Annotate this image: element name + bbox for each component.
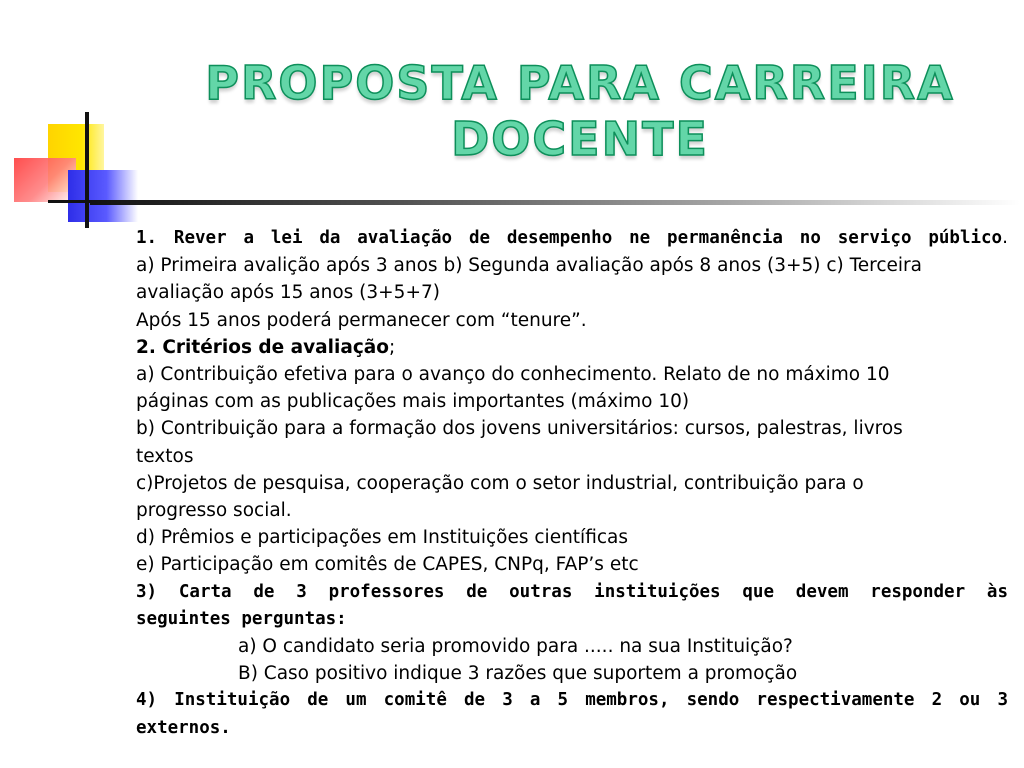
section-1-heading: 1. Rever a lei da avaliação de desempenho ne permanência no serviço público. (136, 227, 1008, 248)
title-line-1: PROPOSTA PARA CARREIRA (205, 56, 955, 110)
slide-title (140, 55, 1020, 167)
section-2-item-d: d) Prêmios e participações em Instituições científicas (136, 527, 628, 549)
section-3-heading-2: seguintes perguntas: (136, 608, 347, 629)
section-2-item-e: e) Participação em comitês de CAPES, CNPq, FAP’s etc (136, 554, 639, 576)
section-2-item-a-2: páginas com as publicações mais importantes (máximo 10) (136, 391, 690, 413)
section-4-line-1: 4) Instituição de um comitê de 3 a 5 membros, sendo respectivamente 2 ou 3 (136, 690, 1008, 711)
section-1-line-2: avaliação após 15 anos (3+5+7) (136, 282, 440, 304)
title-line-2: DOCENTE (451, 112, 709, 166)
section-3-heading-1: 3) Carta de 3 professores de outras instituições que devem responder às (136, 581, 1008, 602)
section-3-question-b: B) Caso positivo indique 3 razões que suportem a promoção (238, 663, 798, 685)
slide-body (136, 224, 1008, 742)
section-2-item-a-1: a) Contribuição efetiva para o avanço do conhecimento. Relato de no máximo 10 (136, 364, 890, 386)
red-square (14, 158, 76, 202)
section-4-line-2: externos. (136, 717, 231, 738)
section-2-heading: 2. Critérios de avaliação; (136, 336, 396, 358)
section-2-item-c-1: c)Projetos de pesquisa, cooperação com o setor industrial, contribuição para o (136, 472, 864, 494)
vertical-line (85, 112, 89, 228)
blue-square (68, 170, 138, 222)
title-underline (90, 200, 1020, 205)
section-3-question-a: a) O candidato seria promovido para ..... na sua Instituição? (238, 636, 793, 658)
section-2-item-b-2: textos (136, 445, 194, 467)
section-2-item-b-1: b) Contribuição para a formação dos jovens universitários: cursos, palestras, livros (136, 418, 903, 440)
section-2-item-c-2: progresso social. (136, 500, 292, 522)
section-1-line-3: Após 15 anos poderá permanecer com “tenure”. (136, 309, 587, 331)
section-1-line-1: a) Primeira avalição após 3 anos b) Segunda avaliação após 8 anos (3+5) c) Terceira (136, 255, 922, 277)
